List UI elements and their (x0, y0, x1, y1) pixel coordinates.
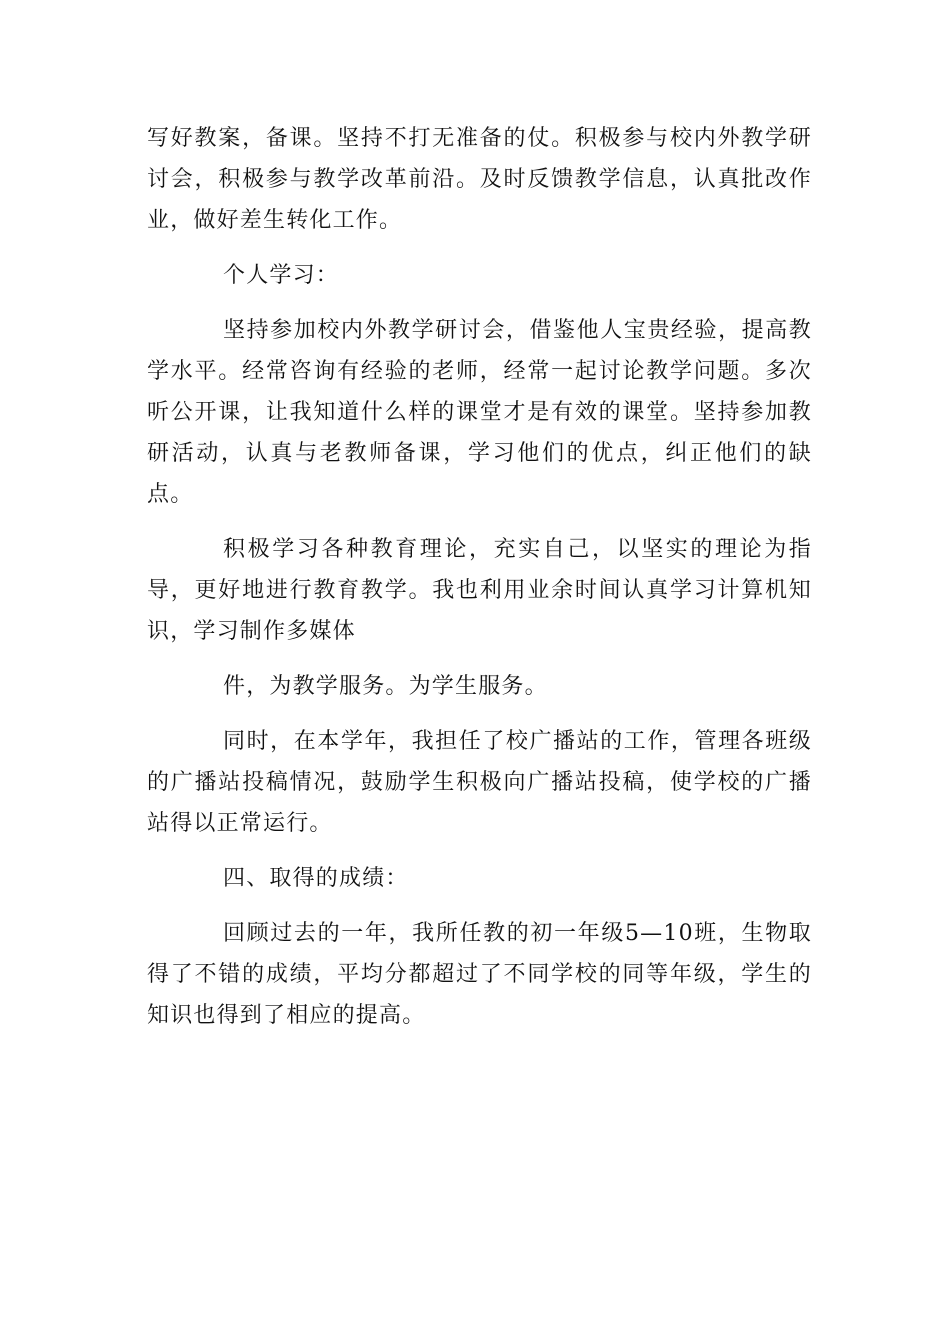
section-heading-achievements: 四、取得的成绩： (223, 866, 409, 891)
document-body (147, 118, 812, 1050)
paragraph: 件，为教学服务。为学生服务。 (223, 674, 548, 699)
section-heading-personal-study: 个人学习： (223, 263, 340, 288)
paragraph: 回顾过去的一年，我所任教的初一年级5—10班，生物取得了不错的成绩，平均分都超过了不同学校的同等年级，学生的知识也得到了相应的提高。 (147, 921, 812, 1028)
paragraph: 同时，在本学年，我担任了校广播站的工作，管理各班级的广播站投稿情况，鼓励学生积极向广播站投稿，使学校的广播站得以正常运行。 (147, 729, 812, 836)
paragraph: 积极学习各种教育理论，充实自己，以坚实的理论为指导，更好地进行教育教学。我也利用业余时间认真学习计算机知识，学习制作多媒体 (147, 537, 812, 644)
paragraph-continued: 写好教案，备课。坚持不打无准备的仗。积极参与校内外教学研讨会，积极参与教学改革前沿。及时反馈教学信息，认真批改作业，做好差生转化工作。 (147, 126, 812, 233)
paragraph: 坚持参加校内外教学研讨会，借鉴他人宝贵经验，提高教学水平。经常咨询有经验的老师，经常一起讨论教学问题。多次听公开课，让我知道什么样的课堂才是有效的课堂。坚持参加教研活动，认真与老教师备课，学习他们的优点，纠正他们的缺点。 (147, 318, 812, 507)
